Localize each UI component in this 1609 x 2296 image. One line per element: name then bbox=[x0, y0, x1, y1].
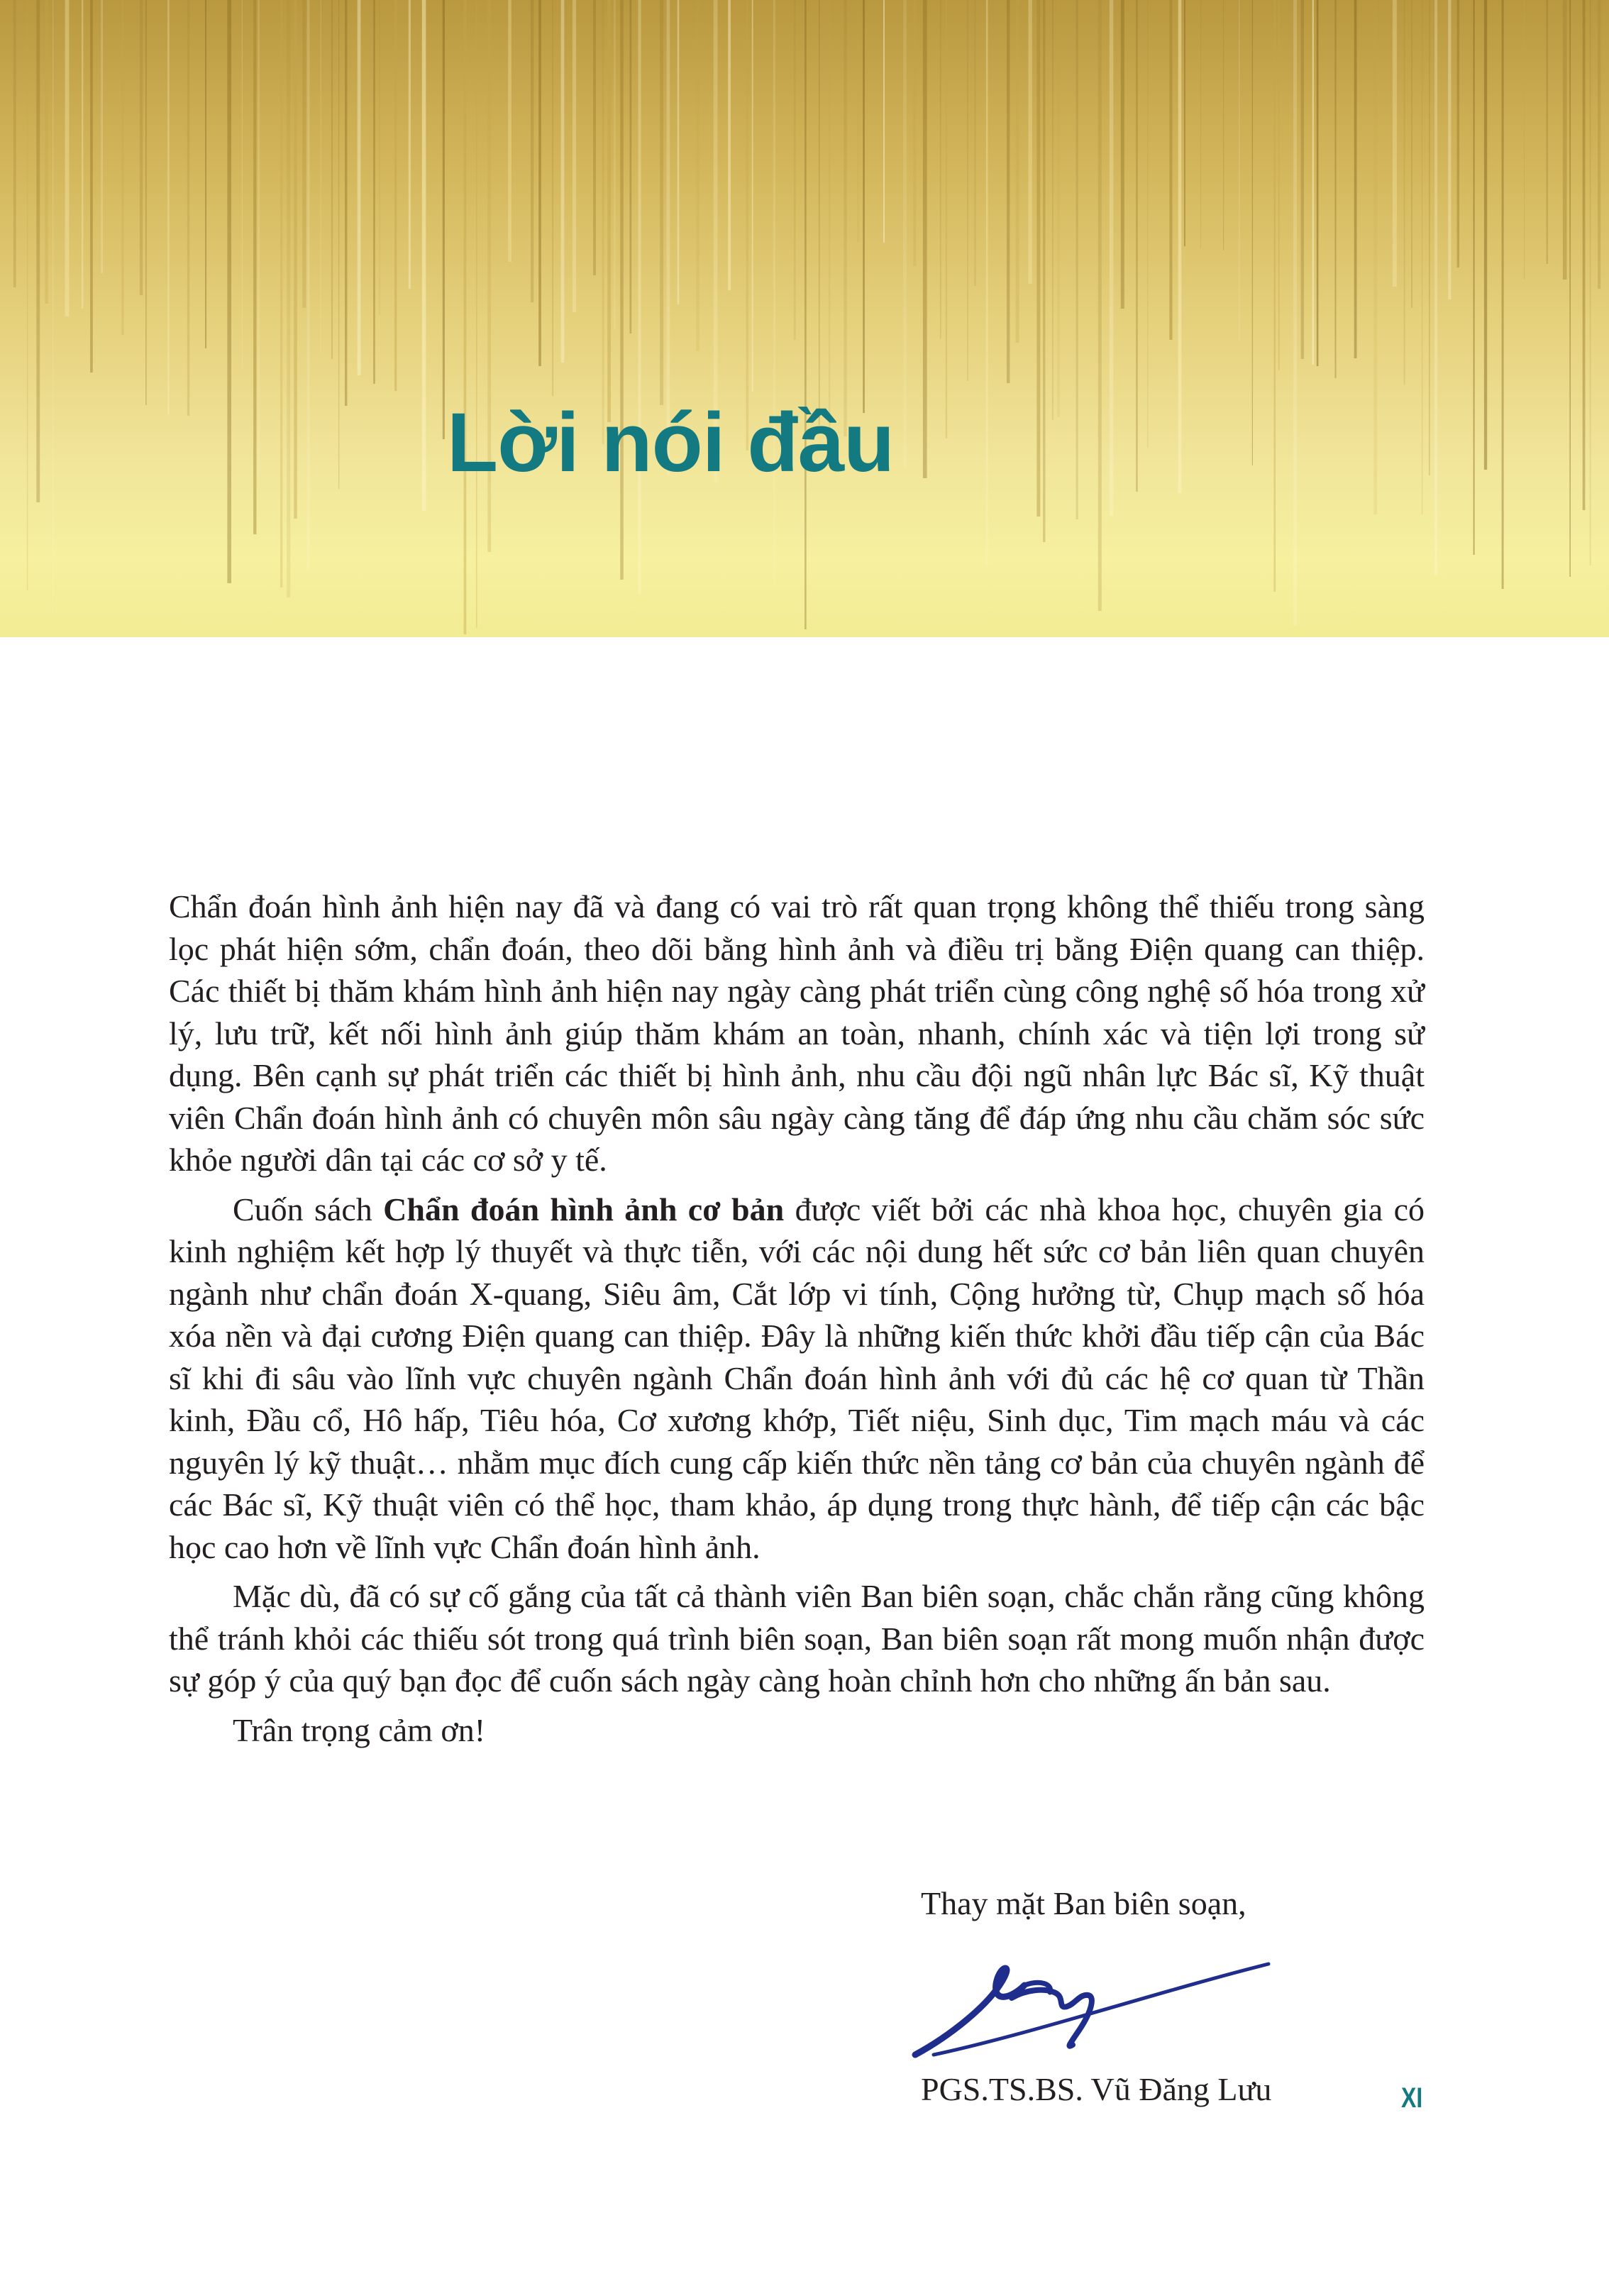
header-banner bbox=[0, 0, 1609, 637]
streak-line bbox=[804, 0, 807, 629]
streak-line bbox=[476, 0, 477, 628]
streak-line bbox=[1043, 0, 1045, 542]
streak-line bbox=[1223, 0, 1224, 250]
streak-line bbox=[967, 0, 968, 381]
paragraph-2 bbox=[169, 1188, 1425, 1569]
streak-line bbox=[752, 0, 753, 392]
streak-line bbox=[1335, 0, 1337, 378]
streak-texture bbox=[0, 0, 1609, 637]
streak-line bbox=[1147, 0, 1149, 448]
streak-line bbox=[1029, 0, 1032, 284]
streak-line bbox=[1502, 0, 1504, 589]
streak-line bbox=[1317, 0, 1319, 366]
streak-line bbox=[1457, 0, 1459, 267]
book-title: Chẩn đoán hình ảnh cơ bản bbox=[383, 1191, 785, 1227]
streak-line bbox=[1484, 0, 1487, 470]
streak-line bbox=[614, 0, 616, 330]
streak-line bbox=[90, 0, 93, 372]
streak-line bbox=[1239, 0, 1240, 342]
streak-line bbox=[280, 0, 282, 587]
streak-line bbox=[409, 0, 411, 289]
streak-line bbox=[728, 0, 731, 290]
streak-line bbox=[573, 0, 576, 312]
streak-line bbox=[443, 0, 445, 439]
streak-line bbox=[394, 0, 397, 391]
paragraph-2-lead: Cuốn sách bbox=[233, 1191, 384, 1227]
streak-line bbox=[1312, 0, 1314, 365]
streak-line bbox=[227, 0, 231, 583]
streak-line bbox=[696, 0, 700, 351]
streak-line bbox=[1448, 0, 1451, 299]
streak-line bbox=[1178, 0, 1182, 493]
streak-line bbox=[36, 0, 40, 502]
streak-line bbox=[508, 0, 512, 262]
streak-line bbox=[1136, 0, 1138, 492]
page-number: XI bbox=[1401, 2082, 1423, 2114]
streak-line bbox=[253, 0, 256, 534]
streak-line bbox=[1473, 0, 1475, 555]
streak-line bbox=[903, 0, 907, 468]
streak-line bbox=[101, 0, 103, 273]
streak-line bbox=[923, 0, 927, 478]
streak-line bbox=[607, 0, 611, 422]
streak-line bbox=[773, 0, 775, 585]
streak-line bbox=[1422, 0, 1423, 514]
streak-line bbox=[373, 0, 375, 384]
streak-line bbox=[1007, 0, 1010, 383]
streak-line bbox=[1200, 0, 1201, 248]
streak-line bbox=[1563, 0, 1567, 280]
streak-line bbox=[258, 0, 260, 474]
streak-line bbox=[82, 0, 83, 309]
streak-line bbox=[1169, 0, 1172, 340]
signatory-name: PGS.TS.BS. Vũ Đăng Lưu bbox=[921, 2071, 1272, 2107]
streak-line bbox=[620, 0, 624, 580]
streak-line bbox=[140, 0, 143, 295]
streak-line bbox=[1274, 0, 1276, 592]
streak-line bbox=[1404, 0, 1405, 385]
streak-line bbox=[45, 0, 48, 304]
streak-line bbox=[1076, 0, 1078, 519]
paragraph-3: Mặc dù, đã có sự cố gắng của tất cả thành viên Ban biên soạn, chắc chắn rằng cũng không thể tránh khỏi các thiếu sót trong quá trình biên soạn, Ban biên soạn rất mong muốn nhận được sự góp ý của quý bạn đọc để cuốn sách ngày càng hoàn chỉnh hơn cho những ấn bản sau. bbox=[169, 1578, 1425, 1699]
streak-line bbox=[1524, 0, 1525, 280]
streak-line bbox=[1354, 0, 1357, 358]
streak-line bbox=[678, 0, 680, 304]
streak-line bbox=[1373, 0, 1377, 514]
streak-line bbox=[121, 0, 123, 335]
streak-line bbox=[638, 0, 641, 594]
streak-line bbox=[1434, 0, 1437, 575]
streak-line bbox=[1583, 0, 1586, 510]
streak-line bbox=[294, 0, 297, 519]
streak-line bbox=[829, 0, 830, 448]
streak-line bbox=[1569, 0, 1571, 577]
streak-line bbox=[345, 0, 347, 406]
streak-line bbox=[1252, 0, 1253, 465]
streak-line bbox=[1301, 0, 1304, 359]
streak-line bbox=[1098, 0, 1102, 611]
streak-line bbox=[1121, 0, 1124, 309]
paragraph-2-rest: được viết bởi các nhà khoa học, chuyên gia có kinh nghiệm kết hợp lý thuyết và thực tiễn, với các nội dung hết sức cơ bản liên quan chuyên ngành như chẩn đoán X-quang, Siêu âm, Cắt lớp vi tính, Cộng hưởng từ, Chụp mạch số hóa xóa nền và đại cương Điện quang can thiệp. Đây là những kiến thức khởi đầu tiếp cận của Bác sĩ khi đi sâu vào lĩnh vực chuyên ngành Chẩn đoán hình ảnh với đủ các hệ cơ quan từ Thần kinh, Đầu cổ, Hô hấp, Tiêu hóa, Cơ xương khớp, Tiết niệu, Sinh dục, Tim mạch máu và các nguyên lý kỹ thuật… nhằm mục đích cung cấp kiến thức nền tảng cơ bản của chuyên ngành để các Bác sĩ, Kỹ thuật viên có thể học, tham khảo, áp dụng trong thực hành, để tiếp cận các bậc học cao hơn về lĩnh vực Chẩn đoán hình ảnh. bbox=[169, 1191, 1425, 1565]
streak-line bbox=[746, 0, 749, 451]
streak-line bbox=[464, 0, 467, 634]
paragraph-1: Chẩn đoán hình ảnh hiện nay đã và đang có vai trò rất quan trọng không thể thiếu trong sàng lọc phát hiện sớm, chẩn đoán, theo dõi bằng hình ảnh và điều trị bằng Điện quang can thiệp. Các thiết bị thăm khám hình ảnh hiện nay ngày càng phát triển cùng công nghệ số hóa trong xử lý, lưu trữ, kết nối hình ảnh giúp thăm khám an toàn, nhanh, chính xác và tiện lợi trong sử dụng. Bên cạnh sự phát triển các thiết bị hình ảnh, nhu cầu đội ngũ nhân lực Bác sĩ, Kỹ thuật viên Chẩn đoán hình ảnh có chuyên môn sâu ngày càng tăng để đáp ứng nhu cầu chăm sóc sức khỏe người dân tại các cơ sở y tế. bbox=[169, 888, 1425, 1178]
streak-line bbox=[844, 0, 846, 436]
streak-line bbox=[630, 0, 632, 333]
streak-line bbox=[883, 0, 885, 243]
streak-line bbox=[660, 0, 663, 405]
streak-line bbox=[1429, 0, 1430, 475]
streak-line bbox=[358, 0, 361, 375]
preface-body bbox=[169, 885, 1425, 1751]
streak-line bbox=[913, 0, 916, 266]
streak-line bbox=[538, 0, 541, 366]
streak-line bbox=[1184, 0, 1185, 246]
streak-line bbox=[338, 0, 339, 489]
streak-line bbox=[1278, 0, 1280, 370]
streak-line bbox=[331, 0, 333, 359]
streak-line bbox=[1547, 0, 1548, 264]
streak-line bbox=[27, 0, 28, 590]
streak-line bbox=[561, 0, 565, 363]
streak-line bbox=[857, 0, 859, 243]
streak-line bbox=[65, 0, 70, 316]
streak-line bbox=[302, 0, 306, 308]
streak-line bbox=[986, 0, 988, 565]
streak-line bbox=[307, 0, 310, 571]
streak-line bbox=[1393, 0, 1397, 287]
streak-line bbox=[145, 0, 146, 405]
page-title: Lời nói đầu bbox=[447, 396, 895, 490]
streak-line bbox=[1036, 0, 1040, 517]
signature-caption: Thay mặt Ban biên soạn, bbox=[921, 1885, 1246, 1921]
streak-line bbox=[593, 0, 596, 275]
streak-line bbox=[167, 0, 170, 415]
streak-line bbox=[1411, 0, 1412, 308]
streak-line bbox=[205, 0, 206, 348]
handwritten-signature bbox=[905, 1955, 1274, 2062]
streak-line bbox=[1057, 0, 1060, 417]
streak-line bbox=[13, 0, 16, 287]
streak-line bbox=[52, 0, 53, 614]
streak-line bbox=[1016, 0, 1019, 343]
streak-line bbox=[422, 0, 426, 511]
streak-line bbox=[940, 0, 941, 338]
streak-line bbox=[1110, 0, 1114, 516]
streak-line bbox=[531, 0, 533, 302]
streak-line bbox=[602, 0, 604, 444]
closing-thanks: Trân trọng cảm ơn! bbox=[233, 1711, 486, 1748]
streak-line bbox=[794, 0, 796, 340]
streak-line bbox=[946, 0, 947, 438]
streak-line bbox=[187, 0, 189, 416]
streak-line bbox=[1598, 0, 1600, 289]
streak-line bbox=[242, 0, 243, 370]
streak-line bbox=[1293, 0, 1297, 626]
streak-line bbox=[1590, 0, 1591, 565]
streak-line bbox=[974, 0, 976, 286]
streak-line bbox=[863, 0, 865, 413]
streak-line bbox=[287, 0, 290, 597]
streak-line bbox=[1052, 0, 1053, 420]
